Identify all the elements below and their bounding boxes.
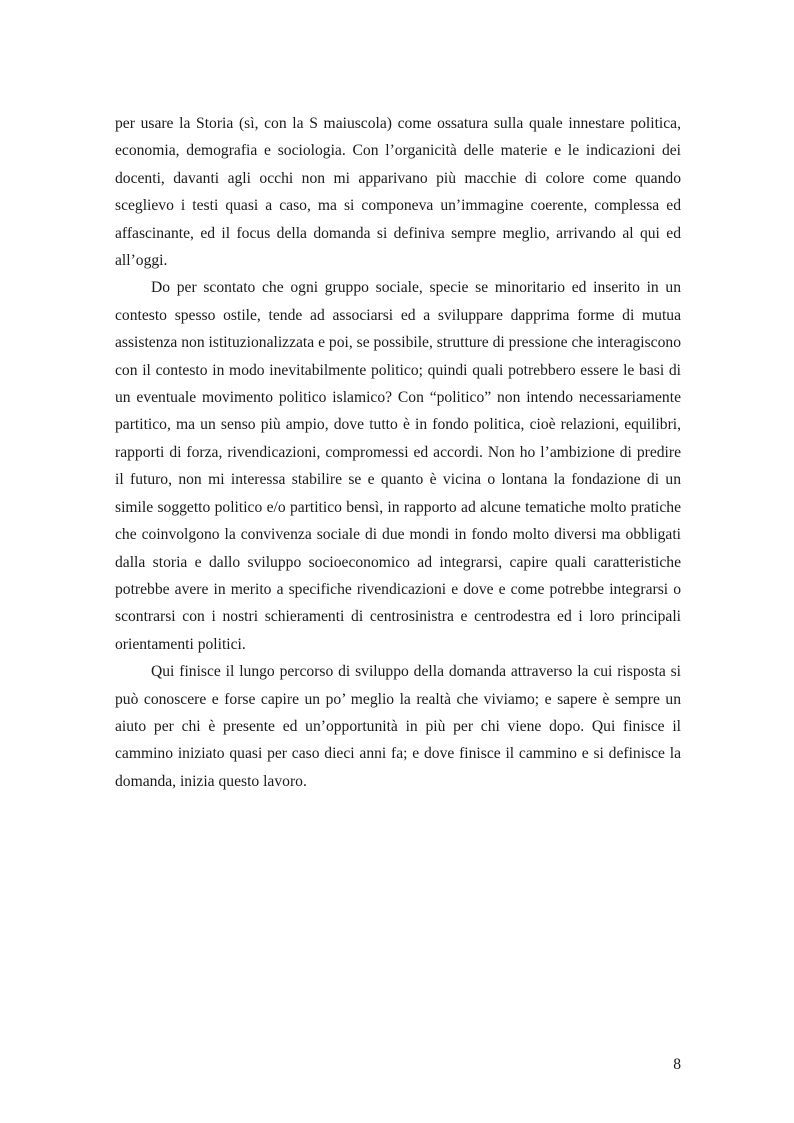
paragraph-conclusion: Qui finisce il lungo percorso di sviluppo della domanda attraverso la cui risposta si può conoscere e forse capire un po’ meglio la realtà che viviamo; e sapere è sempre un aiuto per chi è presente ed un’opportunità in più per chi viene dopo. Qui finisce il cammino iniziato quasi per caso dieci anni fa; e dove finisce il cammino e si definisce la domanda, inizia questo lavoro. [115,663,681,790]
page-number: 8 [673,1056,681,1073]
paragraph-continuation: per usare la Storia (sì, con la S maiuscola) come ossatura sulla quale innestare politica, economia, demografia e sociologia. Con l’organicità delle materie e le indicazioni dei docenti, davanti agli occhi non mi apparivano più macchie di colore come quando sceglievo i testi quasi a caso, ma si componeva un’immagine coerente, complessa ed affascinante, ed il focus della domanda si definiva sempre meglio, arrivando al qui ed all’oggi. [115,115,681,270]
document-body [115,110,681,795]
paragraph-political-movement: Do per scontato che ogni gruppo sociale, specie se minoritario ed inserito in un contesto spesso ostile, tende ad associarsi ed a sviluppare dapprima forme di mutua assistenza non istituzionalizzata e poi, se possibile, strutture di pressione che interagiscono con il contesto in modo inevitabilmente politico; quindi quali potrebbero essere le basi di un eventuale movimento politico islamico? Con “politico” non intendo necessariamente partitico, ma un senso più ampio, dove tutto è in fondo politica, cioè relazioni, equilibri, rapporti di forza, rivendicazioni, compromessi ed accordi. Non ho l’ambizione di predire il futuro, non mi interessa stabilire se e quanto è vicina o lontana la fondazione di un simile soggetto politico e/o partitico bensì, in rapporto ad alcune tematiche molto pratiche che coinvolgono la convivenza sociale di due mondi in fondo molto diversi ma obbligati dalla storia e dallo sviluppo socioeconomico ad integrarsi, capire quali caratteristiche potrebbe avere in merito a specifiche rivendicazioni e dove e come potrebbe integrarsi o scontrarsi con i nostri schieramenti di centrosinistra e centrodestra ed i loro principali orientamenti politici. [115,279,681,653]
